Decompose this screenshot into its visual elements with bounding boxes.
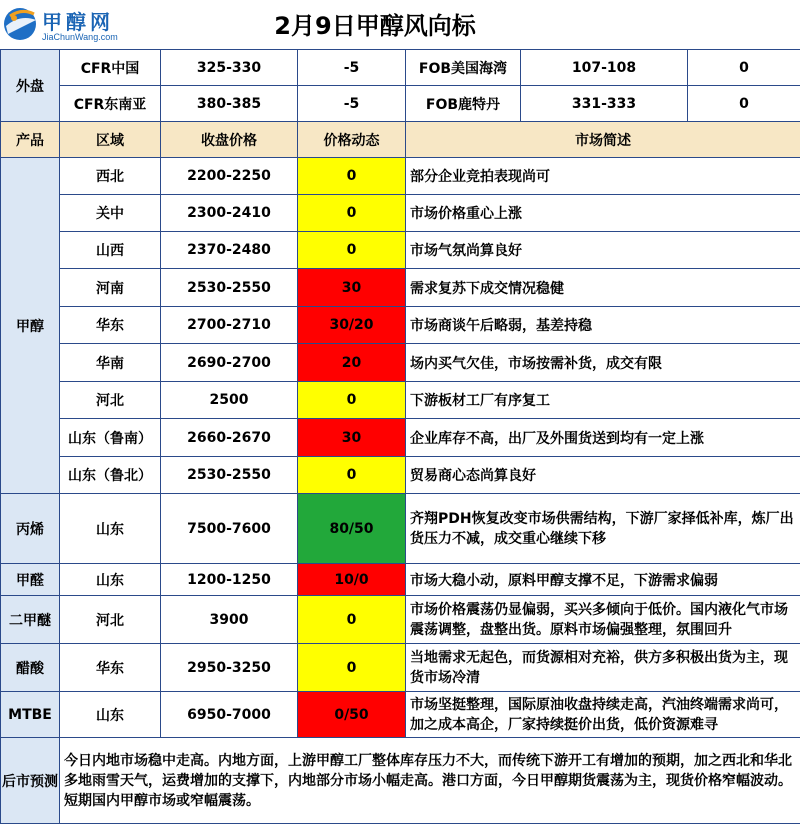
- outlook-row: [1, 738, 800, 824]
- external-change: -5: [298, 86, 406, 122]
- price-cell: 2500: [161, 382, 298, 419]
- table-row: [1, 307, 800, 344]
- change-cell: 0: [298, 195, 406, 232]
- price-cell: 2700-2710: [161, 307, 298, 344]
- summary-cell: 市场大稳小动，原料甲醇支撑不足，下游需求偏弱: [406, 564, 800, 596]
- product-cell: 甲醇: [1, 158, 60, 494]
- region-cell: 西北: [60, 158, 161, 195]
- summary-cell: 企业库存不高，出厂及外围货送到均有一定上涨: [406, 419, 800, 457]
- external-change: 0: [688, 86, 800, 122]
- table-row: [1, 457, 800, 494]
- change-cell: 0/50: [298, 692, 406, 738]
- change-cell: 80/50: [298, 494, 406, 564]
- table-row: [1, 232, 800, 269]
- external-name: CFR东南亚: [60, 86, 161, 122]
- table-row: [1, 344, 800, 382]
- region-cell: 山东: [60, 494, 161, 564]
- price-table: [0, 49, 800, 824]
- summary-cell: 贸易商心态尚算良好: [406, 457, 800, 494]
- external-change: 0: [688, 50, 800, 86]
- region-cell: 华东: [60, 644, 161, 692]
- outlook-label: 后市预测: [1, 738, 60, 824]
- price-cell: 2300-2410: [161, 195, 298, 232]
- summary-cell: 市场商谈午后略弱，基差持稳: [406, 307, 800, 344]
- change-cell: 30: [298, 419, 406, 457]
- table-row: [1, 158, 800, 195]
- external-row-1: [1, 50, 800, 86]
- col-header-summary: 市场简述: [406, 122, 800, 158]
- table-row: [1, 494, 800, 564]
- change-cell: 20: [298, 344, 406, 382]
- col-header-close-price: 收盘价格: [161, 122, 298, 158]
- price-cell: 1200-1250: [161, 564, 298, 596]
- summary-cell: 下游板材工厂有序复工: [406, 382, 800, 419]
- product-cell: 醋酸: [1, 644, 60, 692]
- price-cell: 2530-2550: [161, 457, 298, 494]
- site-logo[interactable]: [2, 2, 124, 46]
- table-row: [1, 195, 800, 232]
- external-price: 107-108: [521, 50, 688, 86]
- region-cell: 山东（鲁南）: [60, 419, 161, 457]
- summary-cell: 市场气氛尚算良好: [406, 232, 800, 269]
- region-cell: 关中: [60, 195, 161, 232]
- summary-cell: 市场价格重心上涨: [406, 195, 800, 232]
- region-cell: 河南: [60, 269, 161, 307]
- external-label: 外盘: [1, 50, 60, 122]
- table-row: [1, 692, 800, 738]
- summary-cell: 市场坚挺整理，国际原油收盘持续走高，汽油终端需求尚可，加之成本高企，厂家持续挺价出货，低价资源难寻: [406, 692, 800, 738]
- region-cell: 山西: [60, 232, 161, 269]
- summary-cell: 场内买气欠佳，市场按需补货，成交有限: [406, 344, 800, 382]
- region-cell: 华东: [60, 307, 161, 344]
- table-row: [1, 382, 800, 419]
- price-cell: 2690-2700: [161, 344, 298, 382]
- change-cell: 0: [298, 596, 406, 644]
- change-cell: 0: [298, 232, 406, 269]
- change-cell: 0: [298, 644, 406, 692]
- summary-cell: 部分企业竞拍表现尚可: [406, 158, 800, 195]
- outlook-text: 今日内地市场稳中走高。内地方面，上游甲醇工厂整体库存压力不大，而传统下游开工有增加的预期，加之西北和华北多地雨雪天气，运费增加的支撑下，内地部分市场小幅走高。港口方面，今日甲醇期货震荡为主，现货价格窄幅波动。短期国内甲醇市场或窄幅震荡。: [60, 738, 800, 824]
- product-cell: MTBE: [1, 692, 60, 738]
- product-cell: 二甲醚: [1, 596, 60, 644]
- price-cell: 7500-7600: [161, 494, 298, 564]
- table-row: [1, 644, 800, 692]
- product-cell: 甲醛: [1, 564, 60, 596]
- globe-logo-icon: [2, 4, 40, 44]
- region-cell: 河北: [60, 382, 161, 419]
- col-header-price-move: 价格动态: [298, 122, 406, 158]
- table-row: [1, 419, 800, 457]
- page-title: 2月9日甲醇风向标: [274, 12, 476, 40]
- col-header-region: 区域: [60, 122, 161, 158]
- region-cell: 华南: [60, 344, 161, 382]
- price-cell: 2370-2480: [161, 232, 298, 269]
- change-cell: 30: [298, 269, 406, 307]
- external-price: 380-385: [161, 86, 298, 122]
- external-price: 325-330: [161, 50, 298, 86]
- col-header-product: 产品: [1, 122, 60, 158]
- region-cell: 河北: [60, 596, 161, 644]
- summary-cell: 当地需求无起色，而货源相对充裕，供方多积极出货为主，现货市场冷清: [406, 644, 800, 692]
- change-cell: 0: [298, 457, 406, 494]
- external-name: FOB鹿特丹: [406, 86, 521, 122]
- table-row: [1, 564, 800, 596]
- price-cell: 2530-2550: [161, 269, 298, 307]
- change-cell: 30/20: [298, 307, 406, 344]
- price-cell: 2950-3250: [161, 644, 298, 692]
- external-name: CFR中国: [60, 50, 161, 86]
- price-cell: 3900: [161, 596, 298, 644]
- sheet-header: [0, 0, 800, 49]
- table-row: [1, 269, 800, 307]
- external-name: FOB美国海湾: [406, 50, 521, 86]
- region-cell: 山东: [60, 564, 161, 596]
- logo-chinese-text: 甲醇网: [42, 10, 114, 34]
- price-cell: 2200-2250: [161, 158, 298, 195]
- table-row: [1, 596, 800, 644]
- product-cell: 丙烯: [1, 494, 60, 564]
- region-cell: 山东: [60, 692, 161, 738]
- change-cell: 0: [298, 382, 406, 419]
- change-cell: 0: [298, 158, 406, 195]
- external-change: -5: [298, 50, 406, 86]
- change-cell: 10/0: [298, 564, 406, 596]
- summary-cell: 需求复苏下成交情况稳健: [406, 269, 800, 307]
- logo-domain-text: JiaChunWang.com: [42, 32, 118, 42]
- external-row-2: [1, 86, 800, 122]
- region-cell: 山东（鲁北）: [60, 457, 161, 494]
- summary-cell: 市场价格震荡仍显偏弱，买兴多倾向于低价。国内液化气市场震荡调整，盘整出货。原料市场偏强整理，氛围回升: [406, 596, 800, 644]
- price-cell: 2660-2670: [161, 419, 298, 457]
- external-price: 331-333: [521, 86, 688, 122]
- price-cell: 6950-7000: [161, 692, 298, 738]
- column-header-row: [1, 122, 800, 158]
- summary-cell: 齐翔PDH恢复改变市场供需结构，下游厂家择低补库，炼厂出货压力不减，成交重心继续下移: [406, 494, 800, 564]
